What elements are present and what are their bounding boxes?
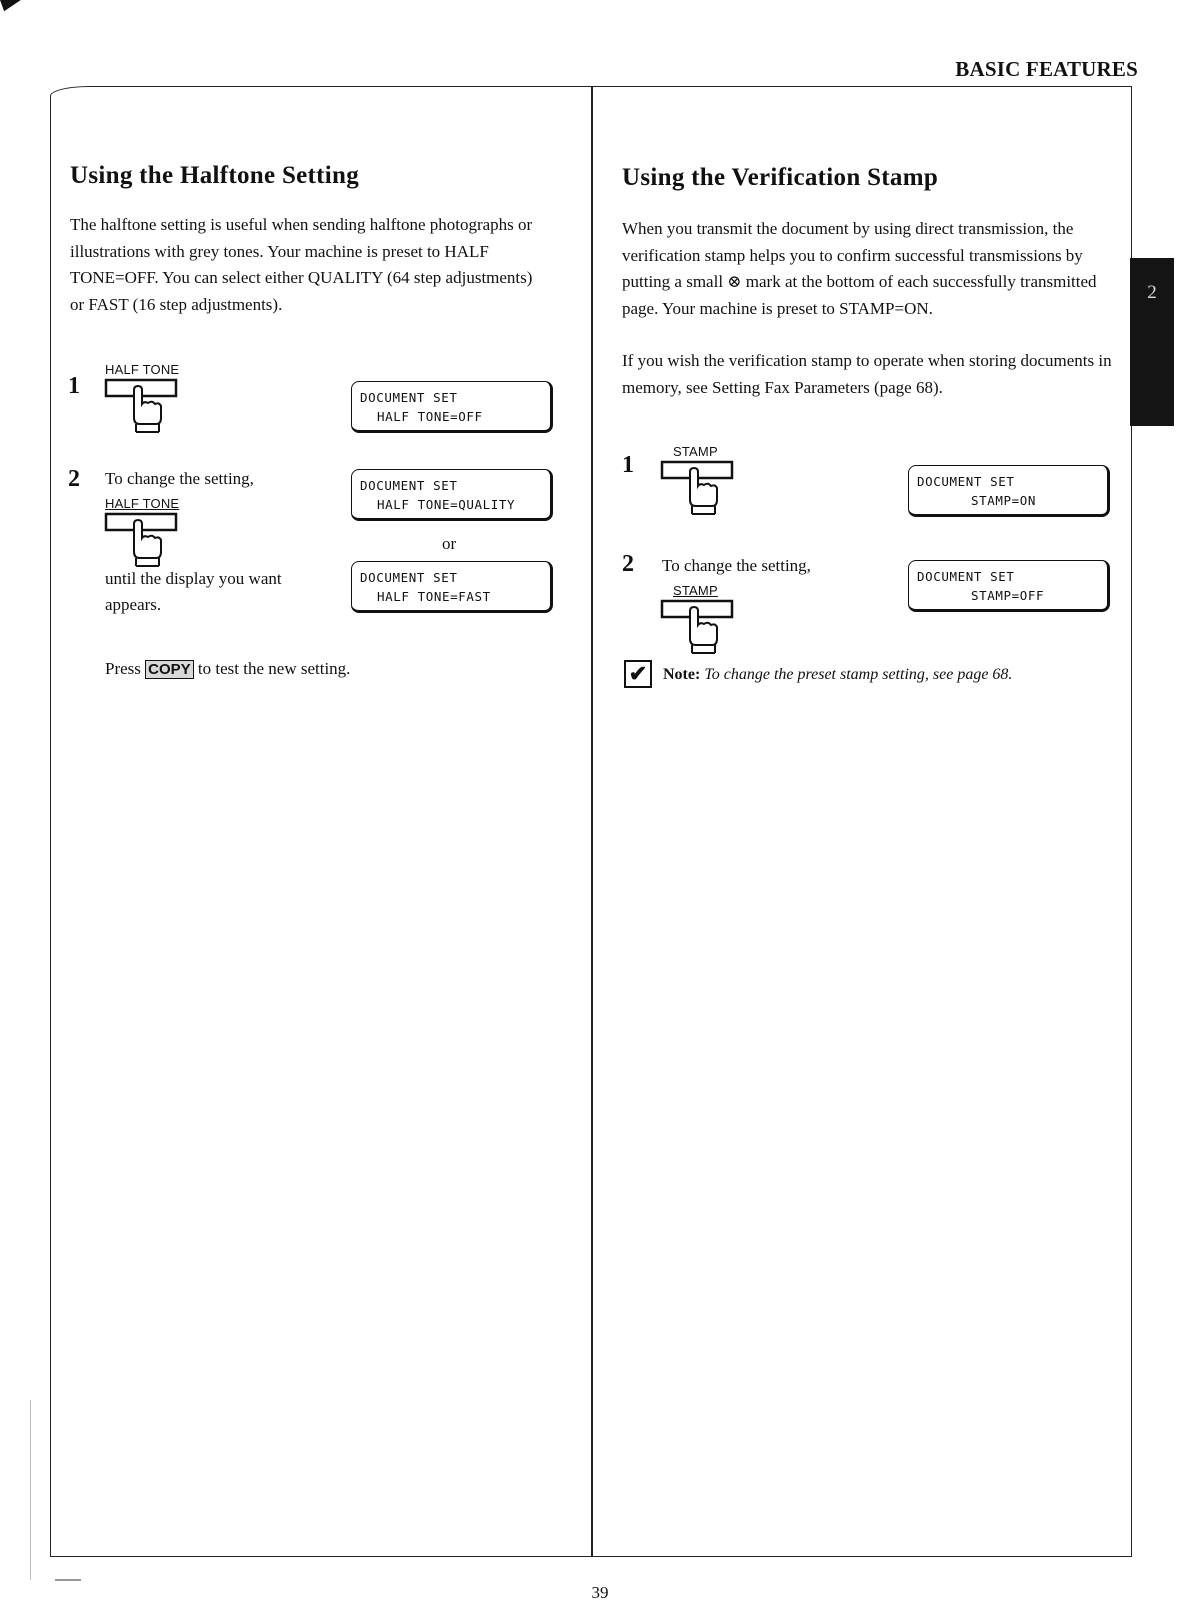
left-step2-display-quality <box>351 469 553 521</box>
left-intro-paragraph: The halftone setting is useful when sending halftone photographs or illustrations with grey tones. Your machine is preset to HALF TONE=OFF. You can select either QUALITY (64 step adjustments) or FAST (16 step adjustments). <box>70 215 533 314</box>
left-step1-number: 1 <box>68 373 80 399</box>
press-copy-before: Press <box>105 659 141 678</box>
note-label: Note: <box>663 666 701 683</box>
right-intro-paragraph: When you transmit the document by using direct transmission, the verification stamp helps you to confirm successful transmissions by putting a small ⊗ mark at the bottom of each successfully transmitted page. Your machine is preset to STAMP=ON. <box>622 219 1097 318</box>
left-step2-key-label: HALF TONE <box>105 496 180 511</box>
left-step2-until-text: until the display you want appears. <box>105 569 282 614</box>
right-step2-instruction: To change the setting, <box>662 556 811 575</box>
right-step1-key-label: STAMP <box>673 444 718 459</box>
right-step2-key-label: STAMP <box>673 583 718 598</box>
display-line2: HALF TONE=FAST <box>377 589 491 604</box>
checkmark-icon: ✔ <box>624 660 652 688</box>
corner-registration-mark <box>0 0 27 11</box>
halftone-key-press-icon <box>104 378 184 434</box>
display-line2: STAMP=OFF <box>971 588 1045 603</box>
display-line1: DOCUMENT SET <box>917 569 1015 584</box>
stamp-key-press-icon <box>660 599 740 655</box>
or-separator: or <box>442 534 457 553</box>
left-step2-number: 2 <box>68 466 80 492</box>
left-step2-instruction: To change the setting, <box>105 469 254 488</box>
right-intro-paragraph-2: If you wish the verification stamp to operate when storing documents in memory, see Setting Fax Parameters (page 68). <box>622 351 1112 397</box>
display-line1: DOCUMENT SET <box>360 570 458 585</box>
display-line2: HALF TONE=QUALITY <box>377 497 516 512</box>
display-line2: STAMP=ON <box>971 493 1037 508</box>
scan-artifact <box>30 1400 31 1580</box>
column-divider <box>591 86 593 1556</box>
left-column <box>70 150 570 318</box>
chapter-tab <box>1130 258 1174 426</box>
display-line1: DOCUMENT SET <box>360 390 458 405</box>
right-section-title: Using the Verification Stamp <box>622 164 939 191</box>
left-step1-display <box>351 381 553 433</box>
note-text: To change the preset stamp setting, see page 68. <box>704 666 1013 683</box>
right-step2-display <box>908 560 1110 612</box>
right-step1-number: 1 <box>622 452 634 478</box>
copy-key: COPY <box>145 660 194 679</box>
right-step2-number: 2 <box>622 551 634 577</box>
right-step1-display <box>908 465 1110 517</box>
halftone-key-press-icon <box>104 512 184 568</box>
note-line <box>663 662 1012 688</box>
press-copy-after: to test the new setting. <box>197 659 351 678</box>
display-line1: DOCUMENT SET <box>360 478 458 493</box>
display-line1: DOCUMENT SET <box>917 474 1015 489</box>
page-number: 39 <box>591 1583 609 1602</box>
left-step1-key-label: HALF TONE <box>105 362 180 377</box>
left-section-title: Using the Halftone Setting <box>70 162 360 189</box>
section-header: BASIC FEATURES <box>955 57 1138 81</box>
press-copy-line <box>105 656 350 682</box>
chapter-tab-number: 2 <box>1147 282 1157 303</box>
right-column <box>622 150 1112 401</box>
stamp-key-press-icon <box>660 460 740 516</box>
scan-artifact <box>55 1579 81 1581</box>
display-line2: HALF TONE=OFF <box>377 409 483 424</box>
left-step2-display-fast <box>351 561 553 613</box>
